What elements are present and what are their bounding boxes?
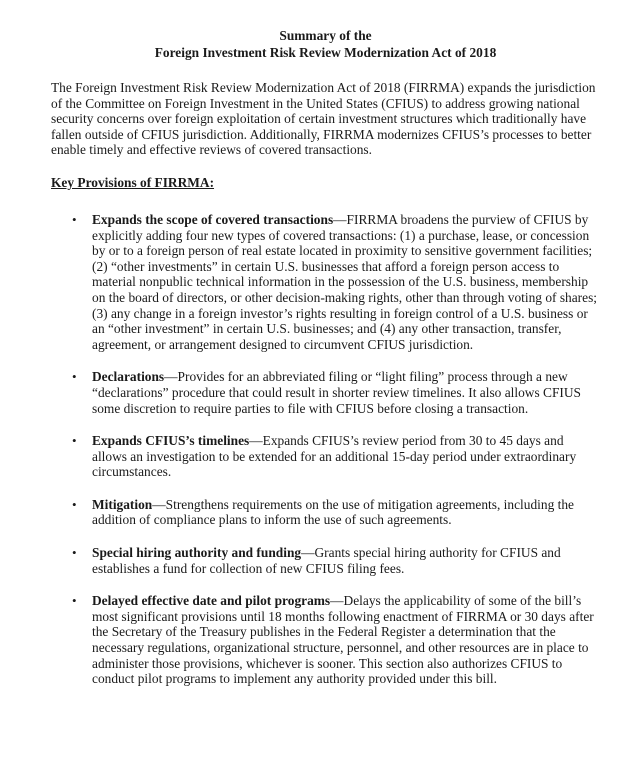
bullet-icon: •	[72, 211, 77, 227]
provision-item	[51, 593, 600, 687]
provision-term: Expands the scope of covered transactions	[92, 211, 334, 227]
provision-text: —FIRRMA broadens the purview of CFIUS by explicitly adding four new types of covered transactions: (1) a purchase, lease, or concession by or to a foreign person of real estate located in proximity to sensitive government facilities; (2) “other investments” in certain U.S. businesses that afford a foreign person access to material nonpublic technical information in the possession of the U.S. business, membership on the board of directors, or other decision-making rights, other than through voting of shares; (3) any change in a foreign investor’s rights resulting in foreign control of a U.S. business or an “other investment” in certain U.S. businesses; and (4) any other transaction, transfer, agreement, or arrangement designed to circumvent CFIUS jurisdiction.	[92, 211, 598, 352]
title-line-2: Foreign Investment Risk Review Modernization Act of 2018	[154, 45, 497, 60]
document-title	[51, 27, 600, 61]
provisions-list	[51, 212, 600, 687]
provision-term: Delayed effective date and pilot programs	[92, 593, 331, 609]
provision-text: —Delays the applicability of some of the bill’s most significant provisions until 18 months following enactment of FIRRMA or 30 days after the Secretary of the Treasury publishes in the Federal Register a determination that the necessary regulations, organizational structure, personnel, and other resources are in place to administer those provisions, whichever is sooner. This section also authorizes CFIUS to conduct pilot programs to implement any authority provided under this bill.	[92, 593, 594, 687]
provision-term: Mitigation	[92, 496, 153, 512]
provision-item	[51, 212, 600, 352]
provision-text: —Expands CFIUS’s review period from 30 to 45 days and allows an investigation to be extended for an additional 15-day period under extraordinary circumstances.	[92, 433, 577, 480]
provision-item	[51, 545, 600, 576]
bullet-icon: •	[72, 369, 77, 385]
provision-term: Expands CFIUS’s timelines	[92, 433, 250, 449]
provision-text: —Provides for an abbreviated filing or “light filing” process through a new “declarations” procedure that could result in shorter review timelines. It also allows CFIUS some discretion to require parties to file with CFIUS before closing a transaction.	[92, 369, 581, 416]
title-line-1: Summary of the	[279, 28, 372, 43]
provision-item	[51, 433, 600, 480]
bullet-icon: •	[72, 433, 77, 449]
bullet-icon: •	[72, 593, 77, 609]
provision-text: —Grants special hiring authority for CFIUS and establishes a fund for collection of new CFIUS filing fees.	[92, 545, 561, 576]
provision-text: —Strengthens requirements on the use of mitigation agreements, including the addition of compliance plans to inform the use of such agreements.	[92, 496, 574, 528]
bullet-icon: •	[72, 496, 77, 512]
provision-item	[51, 497, 600, 528]
section-heading: Key Provisions of FIRRMA:	[51, 174, 215, 190]
provision-item	[51, 369, 600, 416]
bullet-icon: •	[72, 545, 77, 561]
provision-term: Declarations	[92, 369, 165, 385]
provision-term: Special hiring authority and funding	[92, 545, 302, 561]
intro-paragraph: The Foreign Investment Risk Review Modernization Act of 2018 (FIRRMA) expands the jurisdiction of the Committee on Foreign Investment in the United States (CFIUS) to address growing national security concerns over foreign exploitation of certain investment structures which traditionally have fallen outside of CFIUS jurisdiction. Additionally, FIRRMA modernizes CFIUS’s processes to better enable timely and effective reviews of covered transactions.	[51, 80, 596, 158]
